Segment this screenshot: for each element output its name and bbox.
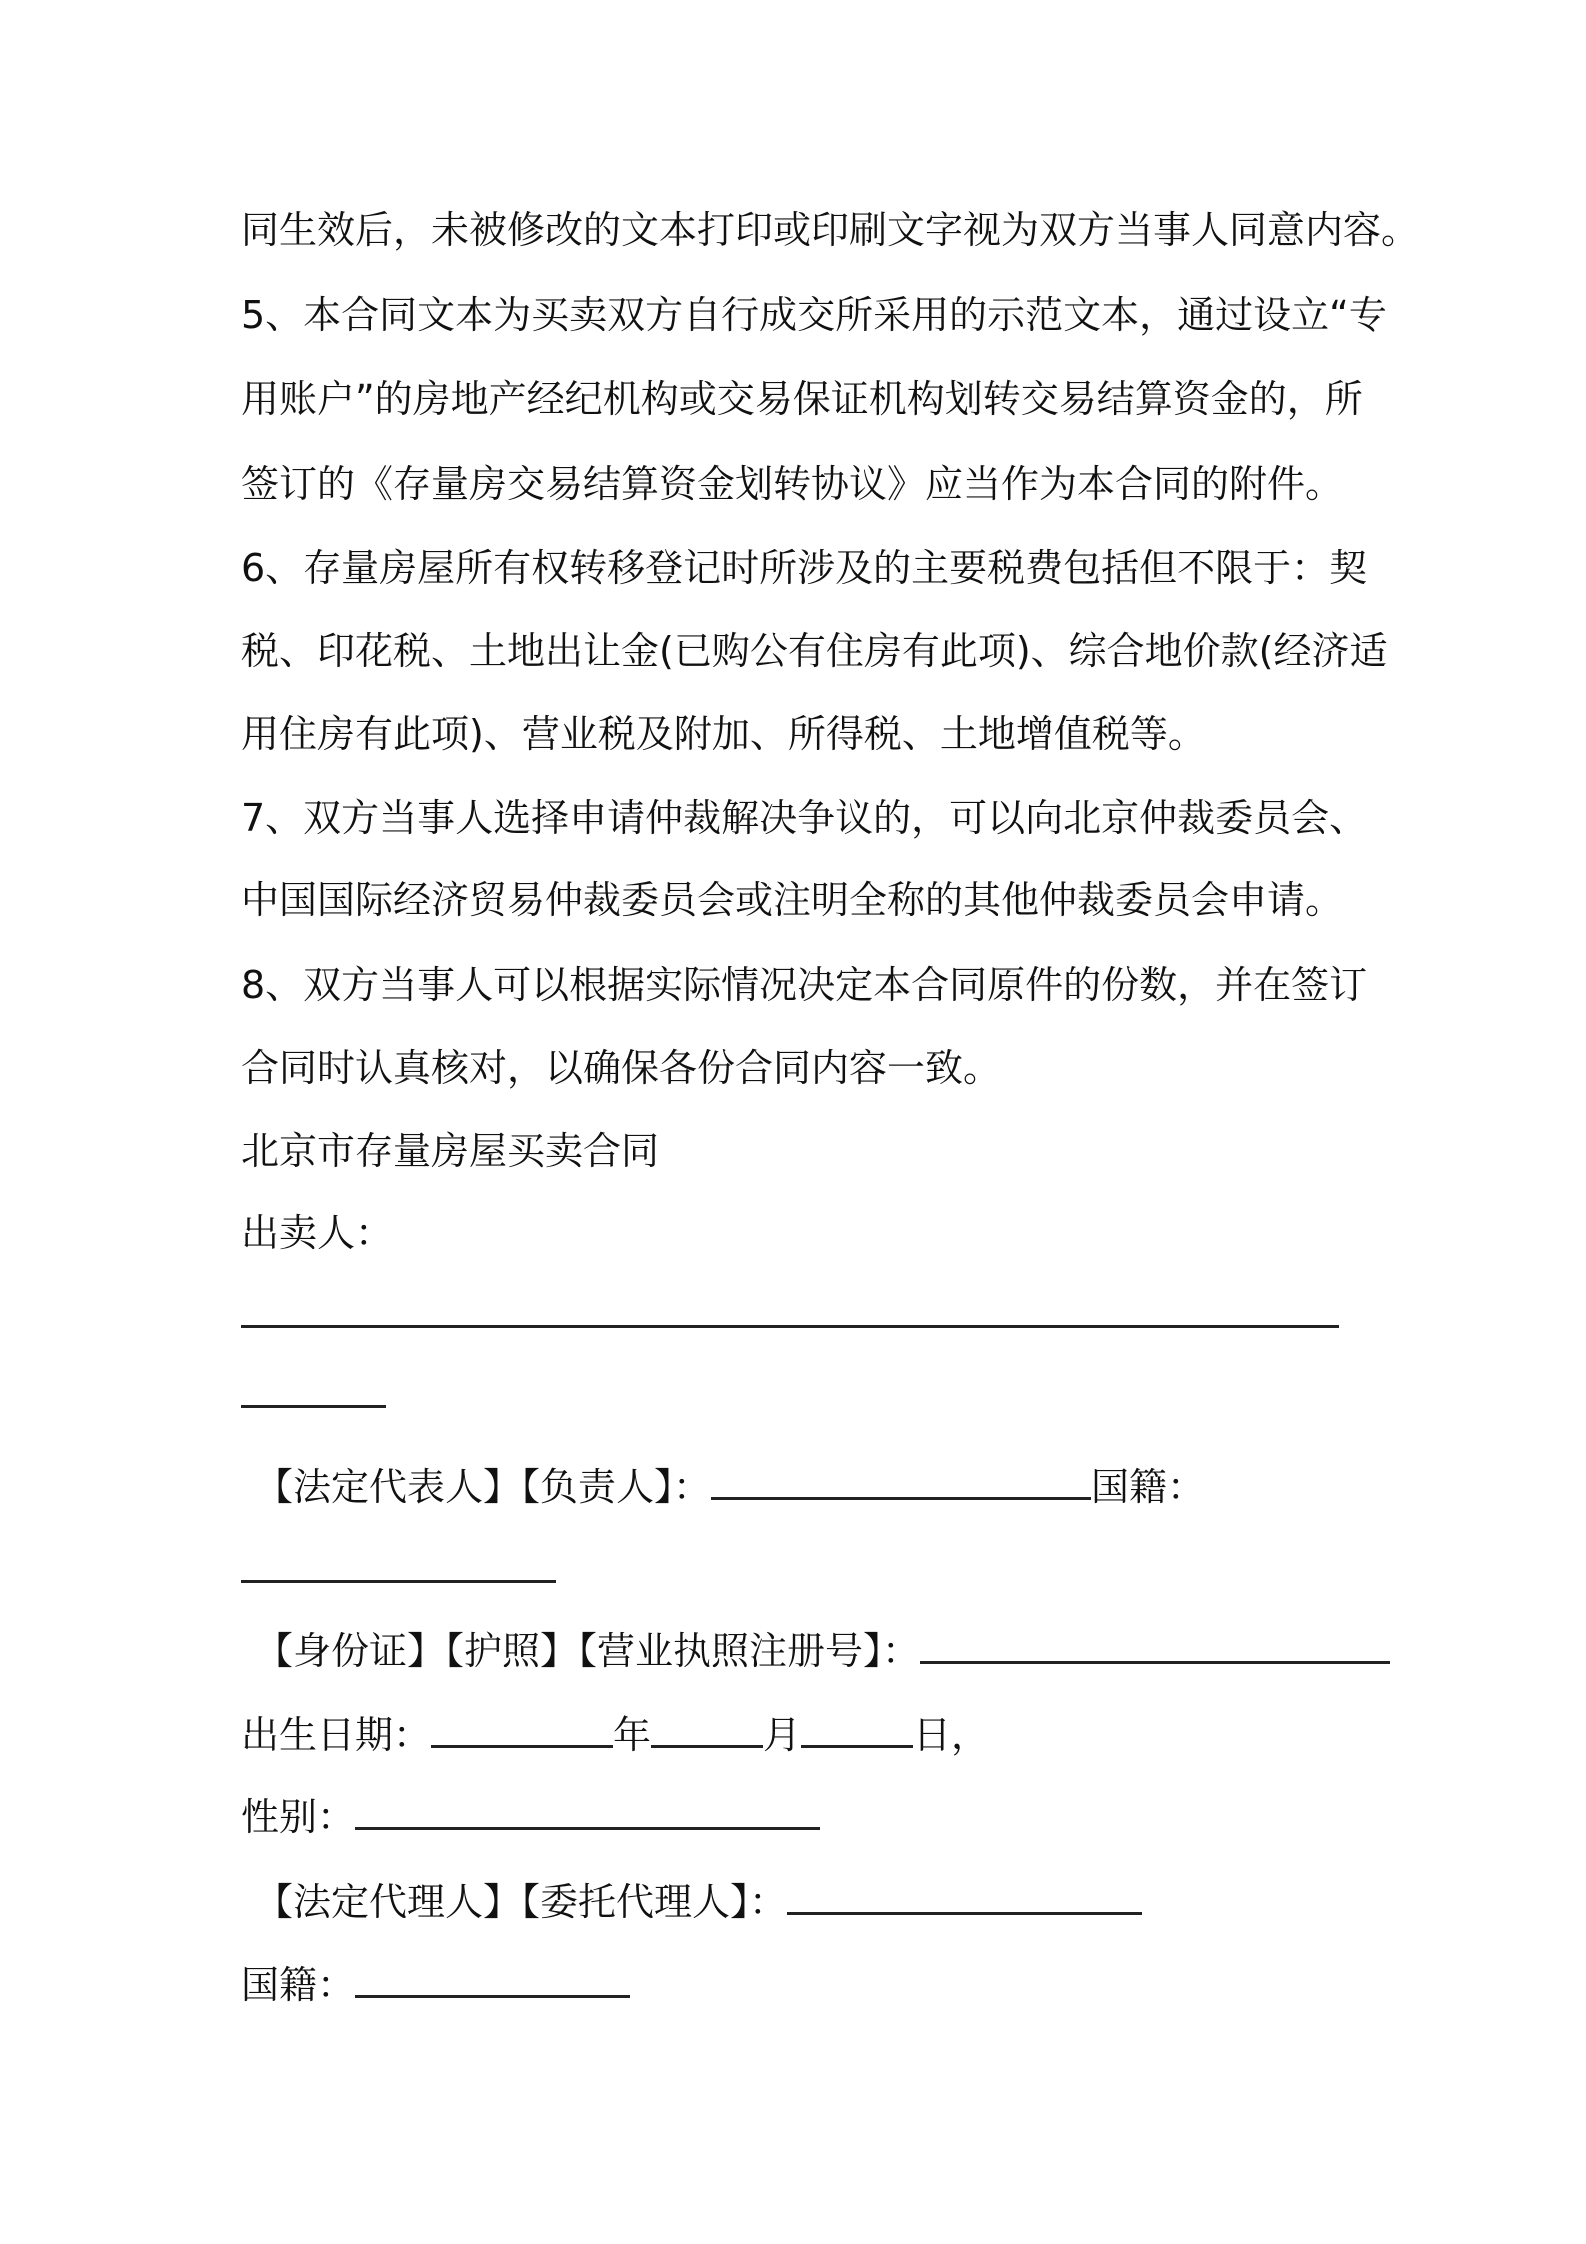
birth-month-blank[interactable] (651, 1739, 763, 1748)
paragraph-line: 用账户”的房地产经纪机构或交易保证机构划转交易结算资金的，所 (241, 377, 1363, 421)
id-row (255, 1626, 1390, 1676)
paragraph-line: 7、双方当事人选择申请仲裁解决争议的，可以向北京仲裁委员会、 (241, 796, 1368, 840)
agent-nationality-label: 国籍： (241, 1963, 356, 2007)
month-label: 月 (763, 1713, 802, 1757)
paragraph-line: 8、双方当事人可以根据实际情况决定本合同原件的份数，并在签订 (241, 963, 1368, 1007)
day-label: 日， (913, 1713, 990, 1757)
agent-nationality-row (241, 1960, 630, 2010)
birth-label: 出生日期： (241, 1713, 432, 1757)
birth-day-blank[interactable] (801, 1739, 913, 1748)
seller-label: 出卖人： (241, 1211, 394, 1255)
id-blank[interactable] (920, 1655, 1390, 1664)
nationality-label: 国籍： (1091, 1465, 1206, 1509)
year-label: 年 (613, 1713, 652, 1757)
gender-blank[interactable] (355, 1821, 820, 1830)
agent-nationality-blank[interactable] (355, 1989, 630, 1998)
gender-label: 性别： (241, 1795, 356, 1839)
birth-row (241, 1710, 989, 1760)
seller-name-blank-continued[interactable] (241, 1399, 386, 1408)
representative-label: 【法定代表人】【负责人】： (255, 1465, 712, 1509)
paragraph-line: 中国国际经济贸易仲裁委员会或注明全称的其他仲裁委员会申请。 (241, 878, 1344, 922)
representative-blank[interactable] (711, 1491, 1091, 1500)
paragraph-line: 5、本合同文本为买卖双方自行成交所采用的示范文本，通过设立“专 (241, 293, 1387, 337)
paragraph-line: 签订的《存量房交易结算资金划转协议》应当作为本合同的附件。 (241, 462, 1344, 506)
seller-name-blank-row (241, 1290, 1339, 1340)
nationality-blank-row (241, 1545, 556, 1595)
representative-row (255, 1462, 1205, 1512)
paragraph-line: 同生效后，未被修改的文本打印或印刷文字视为双方当事人同意内容。 (241, 208, 1420, 252)
paragraph-line: 税、印花税、土地出让金(已购公有住房有此项)、综合地价款(经济适 (241, 629, 1388, 673)
birth-year-blank[interactable] (431, 1739, 613, 1748)
paragraph-line: 6、存量房屋所有权转移登记时所涉及的主要税费包括但不限于：契 (241, 546, 1368, 590)
seller-name-blank[interactable] (241, 1319, 1339, 1328)
paragraph-line: 用住房有此项)、营业税及附加、所得税、土地增值税等。 (241, 712, 1206, 756)
agent-row (255, 1877, 1142, 1927)
contract-title: 北京市存量房屋买卖合同 (241, 1129, 660, 1173)
agent-blank[interactable] (787, 1906, 1142, 1915)
paragraph-line: 合同时认真核对，以确保各份合同内容一致。 (241, 1046, 1002, 1090)
seller-name-blank-row-2 (241, 1370, 386, 1420)
id-label: 【身份证】【护照】【营业执照注册号】： (255, 1629, 921, 1673)
agent-label: 【法定代理人】【委托代理人】： (255, 1880, 788, 1924)
nationality-blank[interactable] (241, 1574, 556, 1583)
gender-row (241, 1792, 820, 1842)
